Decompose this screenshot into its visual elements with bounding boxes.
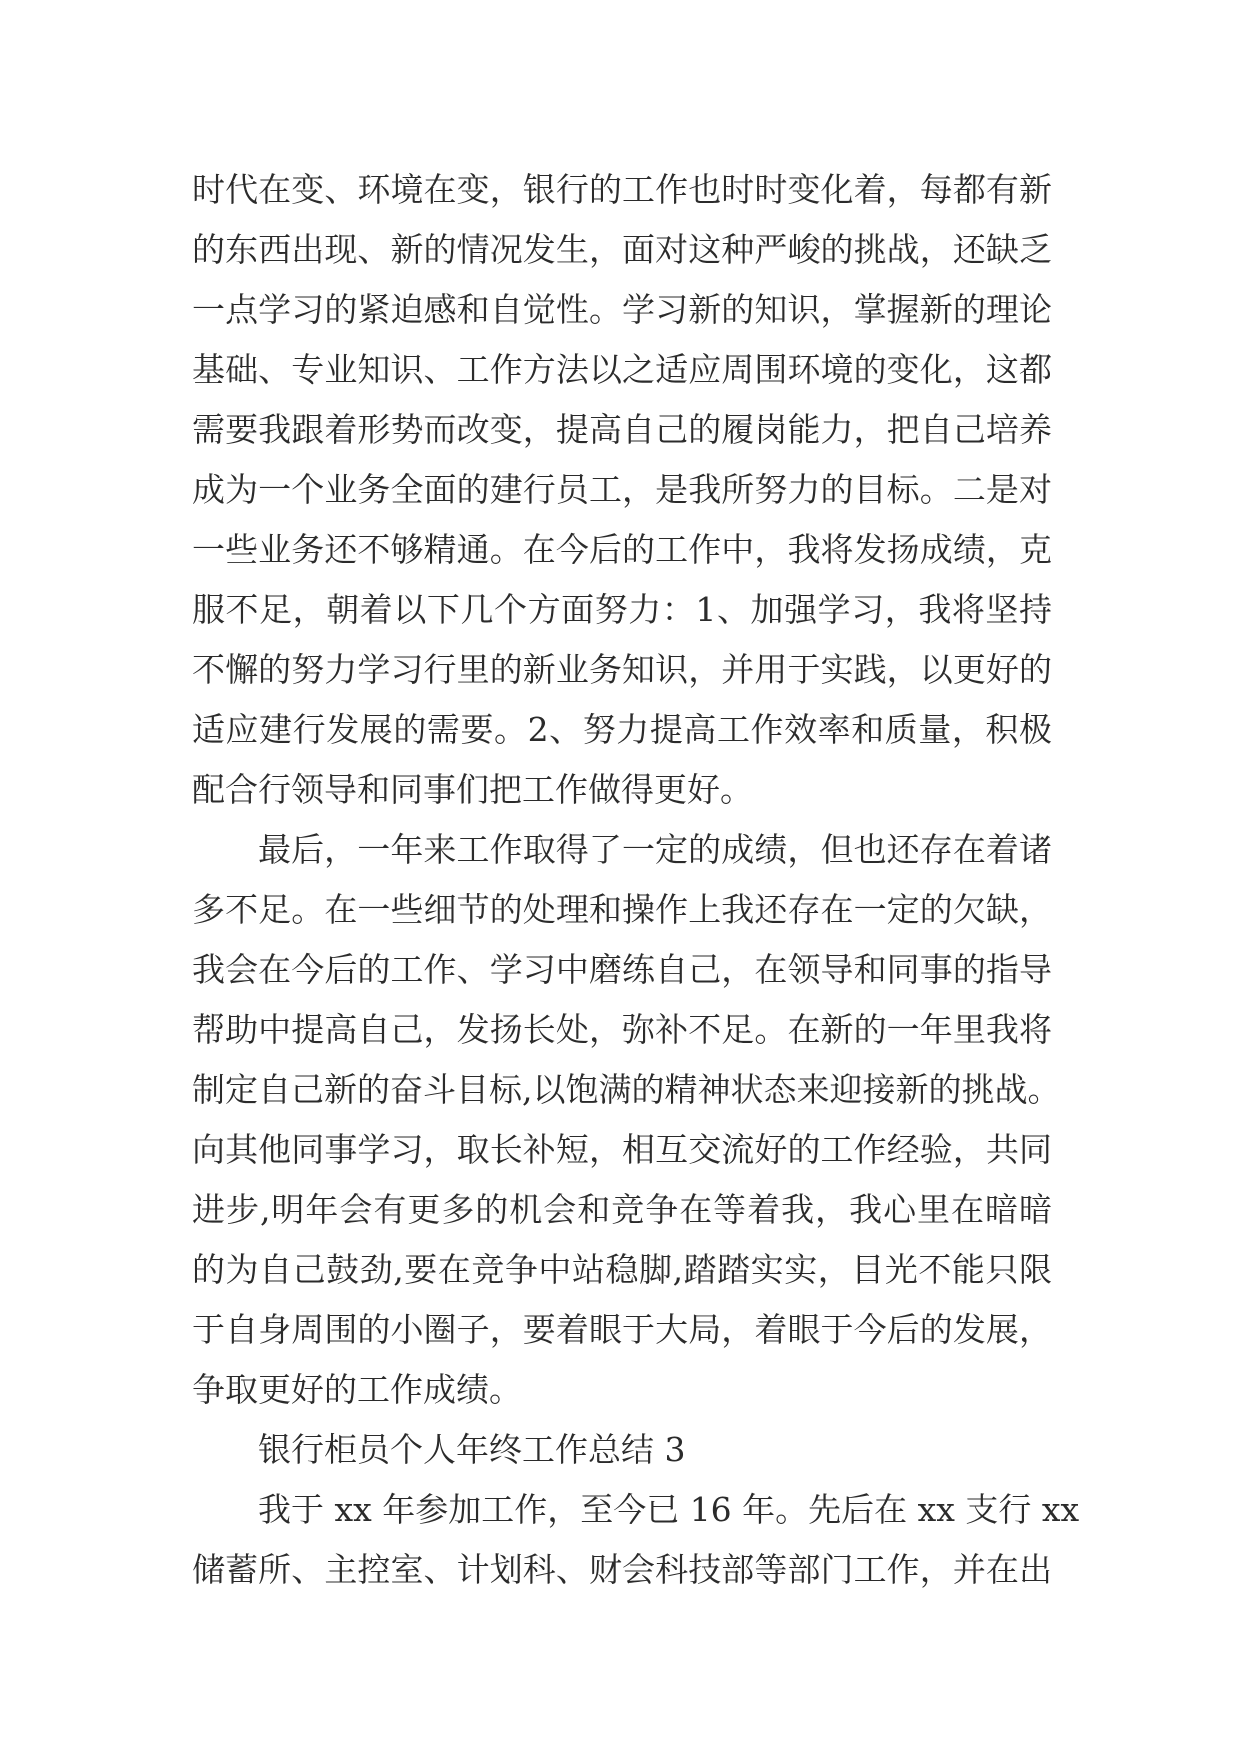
text-line: 的东西出现、新的情况发生，面对这种严峻的挑战，还缺乏 [192, 230, 1052, 269]
text-line: 基础、专业知识、工作方法以之适应周围环境的变化，这都 [192, 350, 1052, 389]
text-line: 配合行领导和同事们把工作做得更好。 [192, 770, 753, 809]
document-body [192, 160, 1080, 1600]
text-line: 帮助中提高自己，发扬长处，弥补不足。在新的一年里我将 [192, 1010, 1052, 1049]
text-line: 适应建行发展的需要。2、努力提高工作效率和质量，积极 [192, 710, 1052, 749]
text-line: 于自身周围的小圈子，要着眼于大局，着眼于今后的发展， [192, 1310, 1052, 1349]
text-line: 制定自己新的奋斗目标,以饱满的精神状态来迎接新的挑战。 [192, 1070, 1061, 1109]
text-line: 进步,明年会有更多的机会和竞争在等着我，我心里在暗暗 [192, 1190, 1052, 1229]
text-line: 服不足，朝着以下几个方面努力：1、加强学习，我将坚持 [192, 590, 1052, 629]
text-line: 成为一个业务全面的建行员工，是我所努力的目标。二是对 [192, 470, 1052, 509]
text-line: 不懈的努力学习行里的新业务知识，并用于实践，以更好的 [192, 650, 1052, 689]
text-line: 我于 xx 年参加工作，至今已 16 年。先后在 xx 支行 xx [258, 1490, 1080, 1529]
text-line: 需要我跟着形势而改变，提高自己的履岗能力，把自己培养 [192, 410, 1052, 449]
text-line: 争取更好的工作成绩。 [192, 1370, 522, 1409]
text-line: 时代在变、环境在变，银行的工作也时时变化着，每都有新 [192, 170, 1052, 209]
text-line: 最后，一年来工作取得了一定的成绩，但也还存在着诸 [258, 830, 1052, 869]
text-line: 的为自己鼓劲,要在竞争中站稳脚,踏踏实实，目光不能只限 [192, 1250, 1052, 1289]
text-line: 一些业务还不够精通。在今后的工作中，我将发扬成绩，克 [192, 530, 1052, 569]
text-line: 我会在今后的工作、学习中磨练自己，在领导和同事的指导 [192, 950, 1052, 989]
text-line: 一点学习的紧迫感和自觉性。学习新的知识，掌握新的理论 [192, 290, 1052, 329]
section-heading: 银行柜员个人年终工作总结 3 [258, 1430, 686, 1469]
text-line: 向其他同事学习，取长补短，相互交流好的工作经验，共同 [192, 1130, 1052, 1169]
text-line: 储蓄所、主控室、计划科、财会科技部等部门工作，并在出 [192, 1550, 1052, 1589]
text-line: 多不足。在一些细节的处理和操作上我还存在一定的欠缺， [192, 890, 1052, 929]
